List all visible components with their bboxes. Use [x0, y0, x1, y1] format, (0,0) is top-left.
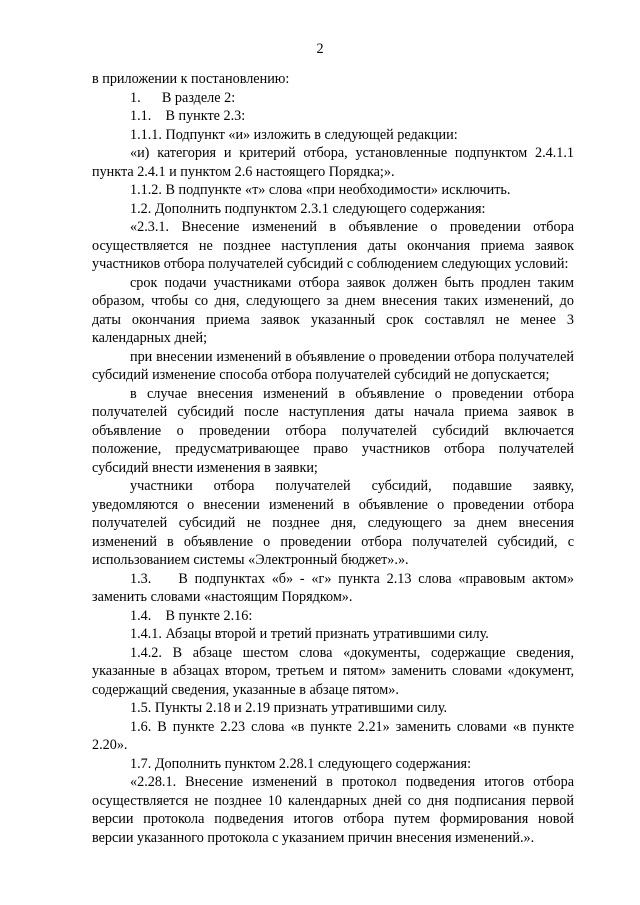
paragraph: при внесении изменений в объявление о проведении отбора получателей субсидий изменение способа отбора получателей субсидий не допускается; [92, 348, 574, 383]
page-number: 2 [316, 41, 324, 57]
paragraph: 1.1. В пункте 2.3: [130, 108, 246, 124]
paragraph: 1.2. Дополнить подпунктом 2.3.1 следующего содержания: [130, 200, 486, 217]
paragraph: 1.1.1. Подпункт «и» изложить в следующей редакции: [130, 126, 458, 143]
paragraph: 1.6. В пункте 2.23 слова «в пункте 2.21» заменить словами «в пункте 2.20». [92, 718, 574, 753]
paragraph: 1.4.2. В абзаце шестом слова «документы, содержащие сведения, указанные в абзацах втором, третьем и пятом» заменить словами «документ, содержащий сведения, указанные в абзаце пятом». [92, 644, 574, 698]
document-body [92, 70, 574, 847]
paragraph: 1.5. Пункты 2.18 и 2.19 признать утратившими силу. [130, 700, 448, 716]
paragraph: «и) категория и критерий отбора, установленные подпунктом 2.4.1.1 пункта 2.4.1 и пунктом 2.6 настоящего Порядка;». [92, 145, 574, 180]
paragraph: 1.4. В пункте 2.16: [130, 607, 253, 624]
paragraph: 1.7. Дополнить пунктом 2.28.1 следующего содержания: [130, 755, 472, 772]
paragraph: 1.3. В подпунктах «б» - «г» пункта 2.13 слова «правовым актом» заменить словами «настоящим Порядком». [92, 570, 574, 605]
paragraph: срок подачи участниками отбора заявок должен быть продлен таким образом, чтобы со дня, следующего за днем внесения таких изменений, до даты окончания приема заявок указанный срок составлял не менее 3 календарных дней; [92, 274, 574, 346]
paragraph: 1. В разделе 2: [130, 89, 236, 106]
paragraph: «2.28.1. Внесение изменений в протокол подведения итогов отбора осуществляется не позднее 10 календарных дней со дня подписания первой версии протокола подведения итогов отбора путем формирования новой версии указанного протокола с указанием причин внесения изменений.». [92, 774, 574, 846]
paragraph: 1.1.2. В подпункте «т» слова «при необходимости» исключить. [130, 182, 511, 198]
paragraph: участники отбора получателей субсидий, подавшие заявку, уведомляются о внесении изменений в объявление о проведении отбора получателей субсидий не позднее дня, следующего за днем внесения изменений в объявление о проведении отбора получателей субсидий, с использованием системы «Электронный бюджет».». [92, 478, 574, 568]
paragraph: 1.4.1. Абзацы второй и третий признать утратившими силу. [130, 626, 489, 642]
paragraph: «2.3.1. Внесение изменений в объявление о проведении отбора осуществляется не позднее наступления даты окончания приема заявок участников отбора получателей субсидий с соблюдением следующих условий: [92, 219, 574, 272]
paragraph: в случае внесения изменений в объявление о проведении отбора получателей субсидий после наступления даты начала приема заявок в объявление о проведении отбора получателей субсидий включается положение, предусматривающее право участников отбора получателей субсидий внести изменения в заявки; [92, 385, 574, 476]
paragraph: в приложении к постановлению: [92, 71, 290, 87]
